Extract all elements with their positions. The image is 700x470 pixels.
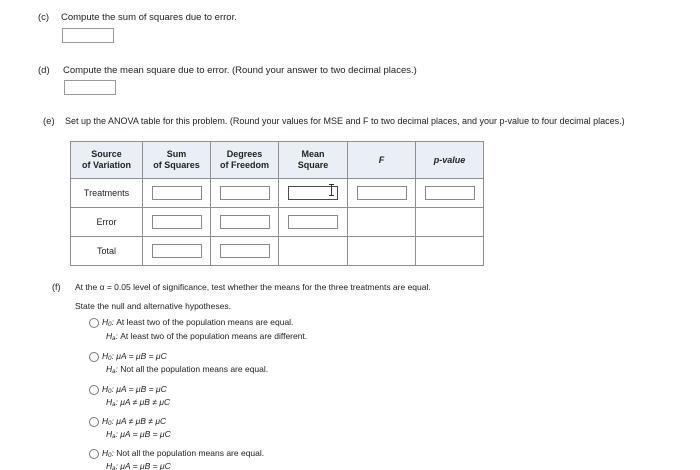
empty-cell [416,237,484,266]
part-d-label: (d) [38,65,50,76]
ms-error-input[interactable] [288,215,338,229]
ss-treatments-input[interactable] [152,186,202,200]
anova-row-error [71,208,484,237]
part-f-label: (f) [52,282,61,292]
part-c-label: (c) [38,12,50,23]
header-degrees-of-freedom: Degrees of Freedom [211,142,279,179]
df-error-input[interactable] [220,215,270,229]
text-cursor-icon [328,184,335,196]
part-e-question: Set up the ANOVA table for this problem. (Round your values for MSE and F to two decimal places, and your p-value to four decimal places.) [65,116,625,126]
p-value-input[interactable] [425,186,475,200]
empty-cell [348,208,416,237]
header-f: F [348,142,416,179]
hypothesis-option-5[interactable]: $H_0$: Not all the population means are equal. $H_a$: μA = μB = μC [89,448,389,470]
hypothesis-option-2[interactable]: $H_0$: μA = μB = μC $H_a$: Not all the population means are equal. [89,351,389,379]
anova-table [70,141,484,266]
anova-row-total [71,237,484,266]
hypothesis-option-1[interactable]: $H_0$: At least two of the population means are equal. $H_a$: At least two of the population means are different. [89,317,389,345]
empty-cell [279,237,348,266]
radio-button[interactable] [89,318,99,328]
anova-row-treatments [71,179,484,208]
option-1-null: At least two of the population means are equal. [116,317,294,327]
option-2-null: μA = μB = μC [116,351,167,361]
header-mean-square: Mean Square [279,142,348,179]
hypotheses-prompt: State the null and alternative hypotheses. [75,301,231,311]
hypothesis-option-4[interactable]: $H_0$: μA ≠ μB ≠ μC $H_a$: μA = μB = μC [89,416,389,444]
option-5-null: Not all the population means are equal. [116,448,265,458]
option-4-null: μA ≠ μB ≠ μC [116,416,167,426]
row-label-error: Error [71,208,143,237]
option-4-alternative: μA = μB = μC [120,429,171,439]
option-2-alternative: Not all the population means are equal. [120,364,269,374]
part-f-question: At the α = 0.05 level of significance, test whether the means for the three treatments are equal. [75,282,431,292]
header-source: Source of Variation [71,142,143,179]
row-label-treatments: Treatments [71,179,143,208]
hypothesis-option-3[interactable]: $H_0$: μA = μB = μC $H_a$: μA ≠ μB ≠ μC [89,384,389,412]
radio-button[interactable] [89,385,99,395]
ss-error-input[interactable] [152,215,202,229]
ss-total-input[interactable] [152,244,202,258]
part-c-question: Compute the sum of squares due to error. [61,12,237,23]
f-statistic-input[interactable] [357,186,407,200]
empty-cell [416,208,484,237]
option-3-null: μA = μB = μC [116,384,167,394]
empty-cell [348,237,416,266]
option-1-alternative: At least two of the population means are different. [120,331,308,341]
option-3-alternative: μA ≠ μB ≠ μC [120,397,171,407]
sse-answer-input[interactable] [62,28,114,43]
df-treatments-input[interactable] [220,186,270,200]
row-label-total: Total [71,237,143,266]
header-p-value: p-value [416,142,484,179]
mse-answer-input[interactable] [64,80,116,95]
anova-header-row [71,142,484,179]
option-5-alternative: μA = μB = μC [120,461,171,470]
part-e-label: (e) [43,116,55,127]
header-sum-of-squares: Sum of Squares [143,142,211,179]
df-total-input[interactable] [220,244,270,258]
radio-button[interactable] [89,352,99,362]
part-d-question: Compute the mean square due to error. (Round your answer to two decimal places.) [63,65,417,76]
radio-button[interactable] [89,449,99,459]
radio-button[interactable] [89,417,99,427]
